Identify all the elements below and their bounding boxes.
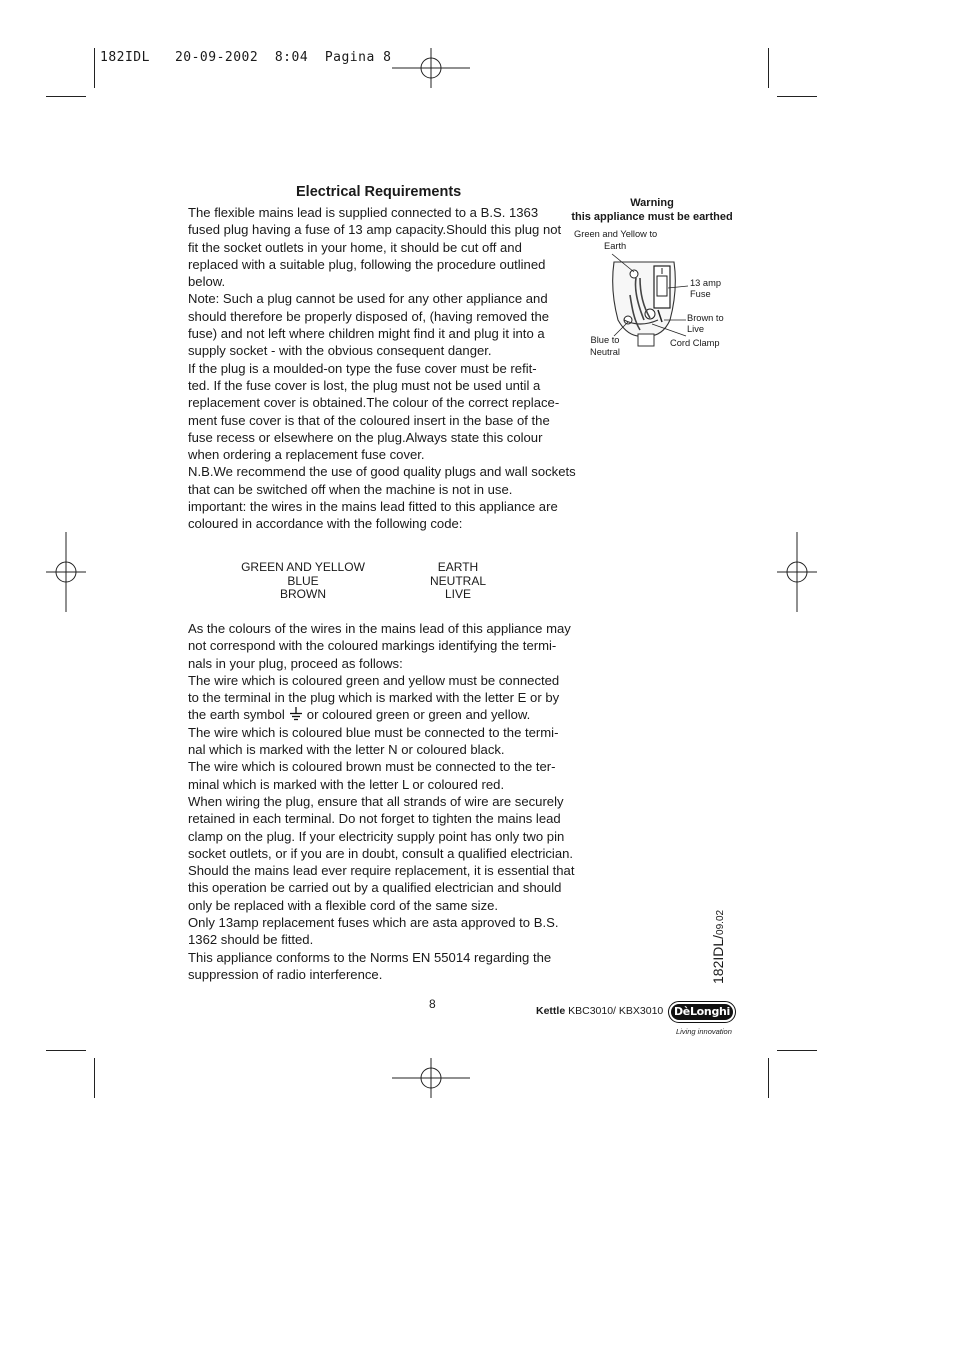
text-line: fused plug having a fuse of 13 amp capacity.Should this plug not (188, 222, 562, 238)
text-line: ted. If the fuse cover is lost, the plug must not be used until a (188, 377, 541, 393)
text-line: minal which is marked with the letter L or coloured red. (188, 776, 505, 792)
document-code-date: 09.02 (715, 909, 726, 935)
logo-wordmark: DèLonghi (671, 1004, 733, 1020)
wire-colour-table (188, 561, 508, 602)
text-line: The wire which is coloured blue must be connected to the termi- (188, 724, 559, 740)
crop-mark (46, 1050, 86, 1051)
label-earth-line2: Earth (604, 241, 627, 251)
text-line: supply socket - with the obvious consequent danger. (188, 343, 492, 359)
registration-mark (392, 1058, 472, 1098)
text-line: The wire which is coloured green and yellow must be connected (188, 672, 560, 688)
text-line: replaced with a suitable plug, following the procedure outlined (188, 256, 546, 272)
crop-mark (94, 48, 95, 88)
label-cord-clamp: Cord Clamp (670, 338, 720, 348)
registration-mark (777, 532, 817, 612)
text-line: clamp on the plug. If your electricity supply point has only two pin (188, 828, 565, 844)
text-line: If the plug is a moulded-on type the fuse cover must be refit- (188, 360, 537, 376)
text-line: not correspond with the coloured markings identifying the termi- (188, 638, 557, 654)
text-line: The wire which is coloured brown must be connected to the ter- (188, 759, 556, 775)
wiring-instructions (188, 620, 588, 983)
label-fuse (690, 278, 721, 300)
crop-mark (777, 96, 817, 97)
label-fuse-line1: 13 amp (690, 278, 722, 288)
label-neutral (590, 335, 620, 358)
crop-mark (777, 1050, 817, 1051)
text-line: retained in each terminal. Do not forget to tighten the mains lead (188, 811, 561, 827)
wire-colour: BROWN (280, 587, 326, 602)
wire-row (188, 575, 508, 589)
text-line: When wiring the plug, ensure that all strands of wire are securely (188, 793, 564, 809)
earth-symbol-icon (289, 707, 303, 721)
wire-row (188, 588, 508, 602)
label-fuse-line2: Fuse (690, 289, 711, 299)
text-line: only be replaced with a flexible cord of the same size. (188, 897, 499, 913)
wire-row (188, 561, 508, 575)
warning-title: Warning (630, 197, 674, 209)
diagram-leader-lines (600, 240, 700, 350)
text-line: below. (188, 274, 226, 290)
text-line: fit the socket outlets in your home, it should be cut off and (188, 239, 522, 255)
text-line: this operation be carried out by a qualified electrician and should (188, 880, 562, 896)
crop-mark (768, 1058, 769, 1098)
print-slug: 182IDL 20-09-2002 8:04 Pagina 8 (100, 50, 392, 65)
crop-mark (94, 1058, 95, 1098)
text-line: The flexible mains lead is supplied connected to a B.S. 1363 (188, 205, 539, 220)
delonghi-logo (668, 1001, 736, 1023)
label-neutral-line2: Neutral (590, 347, 620, 357)
crop-mark (768, 48, 769, 88)
text-line: Only 13amp replacement fuses which are asta approved to B.S. (188, 915, 559, 931)
wire-terminal: NEUTRAL (429, 573, 486, 588)
text-line: N.B.We recommend the use of good quality plugs and wall sockets (188, 464, 576, 480)
brand-tagline: Living innovation (676, 1027, 732, 1036)
text-line: fuse recess or elsewhere on the plug.Always state this colour (188, 429, 543, 445)
registration-mark (46, 532, 86, 612)
document-code-main: 182IDL/ (710, 934, 726, 984)
model-numbers: KBC3010/ KBX3010 (568, 1005, 664, 1017)
label-live (687, 313, 724, 335)
text-line: As the colours of the wires in the mains lead of this appliance may (188, 621, 571, 636)
intro-text (188, 204, 588, 533)
page-number: 8 (429, 997, 436, 1011)
label-live-line2: Live (687, 324, 705, 334)
earth-line-before: the earth symbol (188, 707, 285, 723)
text-line: nal which is marked with the letter N or coloured black. (188, 742, 505, 758)
text-line: Should the mains lead ever require replacement, it is essential that (188, 863, 575, 879)
text-line: This appliance conforms to the Norms EN 55014 regarding the (188, 949, 552, 965)
document-code (700, 906, 740, 991)
text-line (188, 706, 588, 723)
text-line: that can be switched off when the machine is not in use. (188, 481, 513, 497)
text-line: to the terminal in the plug which is marked with the letter E or by (188, 690, 560, 706)
registration-mark (392, 48, 472, 88)
text-line: suppression of radio interference. (188, 966, 383, 982)
text-line: fuse) and not left where children might find it and plug it into a (188, 326, 545, 342)
model-line (536, 1005, 663, 1017)
text-line: 1362 should be fitted. (188, 932, 314, 948)
text-line: coloured in accordance with the following code: (188, 516, 463, 532)
document-code-text (710, 910, 726, 984)
wire-terminal: LIVE (444, 587, 471, 602)
label-earth-line1: Green and Yellow to (574, 229, 658, 239)
wire-colour: GREEN AND YELLOW (241, 560, 365, 574)
text-line: replacement cover is obtained.The colour of the correct replace- (188, 395, 560, 411)
wire-colour: BLUE (287, 573, 319, 588)
section-heading: Electrical Requirements (296, 184, 462, 200)
warning-text: this appliance must be earthed (571, 211, 733, 223)
earth-line-after: or coloured green or green and yellow. (306, 707, 531, 723)
text-line: Note: Such a plug cannot be used for any other appliance and (188, 291, 548, 307)
figure-warning (564, 196, 740, 224)
text-line: nals in your plug, proceed as follows: (188, 655, 403, 671)
text-line: when ordering a replacement fuse cover. (188, 447, 425, 463)
text-line: should therefore be properly disposed of, (having removed the (188, 308, 550, 324)
label-earth (574, 229, 657, 252)
label-neutral-line1: Blue to (590, 335, 620, 345)
text-line: ment fuse cover is that of the coloured insert in the base of the (188, 412, 550, 428)
wire-terminal: EARTH (437, 560, 479, 574)
text-line: important: the wires in the mains lead fitted to this appliance are (188, 499, 558, 515)
label-live-line1: Brown to (687, 313, 724, 323)
text-line: socket outlets, or if you are in doubt, consult a qualified electrician. (188, 845, 574, 861)
product-name: Kettle (536, 1005, 566, 1017)
crop-mark (46, 96, 86, 97)
